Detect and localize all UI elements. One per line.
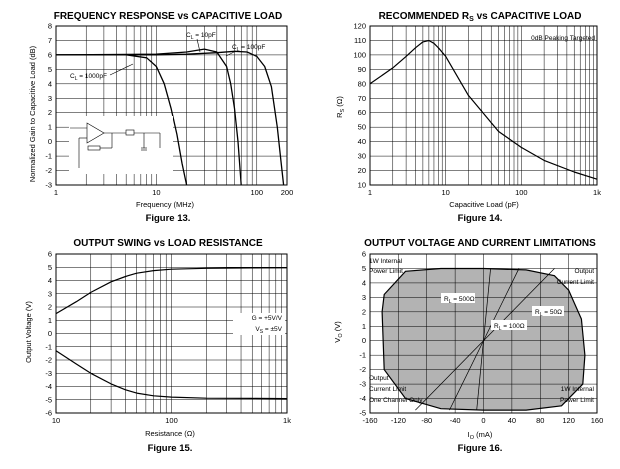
y-tick-label: 6 xyxy=(47,50,52,60)
note-top-left-2: Power Limit xyxy=(369,268,403,275)
y-tick-label: 4 xyxy=(47,276,52,285)
chart2-note: 0dB Peaking Targeted xyxy=(531,35,595,42)
y-tick-label: 3 xyxy=(361,292,366,302)
y-tick-label: 110 xyxy=(354,35,366,45)
chart1-ylabel: Normalized Gain to Capacitive Load (dB) xyxy=(28,45,37,183)
chart-output-swing xyxy=(24,238,291,454)
y-tick-label: -2 xyxy=(45,166,52,176)
x-tick-label: -40 xyxy=(449,416,461,425)
x-tick-label: 100 xyxy=(250,188,264,197)
note-bottom-left-1: Output xyxy=(369,375,389,382)
y-tick-label: 0 xyxy=(47,329,52,338)
chart4-ylabel: $V_O$ (V) xyxy=(333,321,344,343)
note-top-right-1: Output xyxy=(574,268,594,275)
chart3-vs-note: $V_S = \pm 5V$ xyxy=(255,326,282,335)
chart4-title: OUTPUT VOLTAGE AND CURRENT LIMITATIONS xyxy=(364,238,596,249)
load-line-label-50: $R_L = 50\Omega$ xyxy=(535,309,562,318)
y-tick-label: 100 xyxy=(353,50,366,60)
y-tick-label: 120 xyxy=(353,21,366,31)
y-tick-label: 2 xyxy=(47,108,52,118)
x-tick-label: 80 xyxy=(536,416,545,425)
load-line-label-100: $R_L = 100\Omega$ xyxy=(494,323,525,332)
chart2-title: RECOMMENDED $R_S$ vs CAPACITIVE LOAD xyxy=(378,11,582,23)
x-tick-label: 40 xyxy=(507,416,517,425)
chart3-figure-caption: Figure 15. xyxy=(147,443,193,454)
y-tick-label: 6 xyxy=(47,249,52,259)
plot-frame xyxy=(370,26,597,185)
circuit-schematic-inset xyxy=(69,116,173,174)
chart3-gain-note: G = +5V/V xyxy=(251,315,282,322)
svg-text:CL = 100pF xyxy=(232,44,265,53)
y-tick-label: 60 xyxy=(357,108,366,118)
y-tick-label: -4 xyxy=(45,382,52,391)
cl100-label-value: = 100pF xyxy=(239,44,266,51)
x-tick-label: 1 xyxy=(53,188,59,197)
y-tick-label: 2 xyxy=(361,307,366,317)
cl10-label: C xyxy=(186,32,191,39)
y-tick-label: 4 xyxy=(47,79,52,89)
series-line-1 xyxy=(370,41,597,180)
chart4-xlabel: $I_O$ (mA) xyxy=(467,430,493,441)
x-tick-label: 160 xyxy=(590,416,604,425)
y-tick-label: 80 xyxy=(357,79,366,89)
chart3-title: OUTPUT SWING vs LOAD RESISTANCE xyxy=(73,238,263,249)
chart1-xlabel: Frequency (MHz) xyxy=(136,200,194,209)
y-tick-label: 5 xyxy=(47,64,52,74)
y-tick-label: 90 xyxy=(357,64,366,74)
x-tick-label: 10 xyxy=(441,188,450,197)
y-tick-label: -1 xyxy=(45,342,52,352)
y-tick-label: -5 xyxy=(45,395,52,405)
chart-recommended-rs xyxy=(335,11,601,224)
x-tick-label: 0 xyxy=(481,416,486,425)
chart2-series xyxy=(370,41,597,180)
chart-frequency-response xyxy=(28,11,293,224)
y-tick-label: 2 xyxy=(47,302,52,312)
y-tick-label: -4 xyxy=(359,394,366,404)
y-tick-label: 1 xyxy=(361,321,366,331)
y-tick-label: 6 xyxy=(361,249,366,259)
note-bottom-right-2: Power Limit xyxy=(560,397,594,404)
x-tick-label: 10 xyxy=(51,416,61,425)
y-tick-label: 5 xyxy=(361,263,366,273)
cl100-label: C xyxy=(232,44,237,51)
y-tick-label: 10 xyxy=(357,180,366,190)
chart2-ylabel: $R_S$ (Ω) xyxy=(335,96,346,118)
y-tick-label: 0 xyxy=(361,336,366,346)
note-top-left-1: 1W Internal xyxy=(369,258,403,265)
chart-output-limitations xyxy=(333,238,603,454)
chart2-grid xyxy=(370,26,597,185)
cl1000-label-sub: L xyxy=(74,76,78,82)
y-tick-label: 0 xyxy=(47,137,52,147)
x-tick-label: 1k xyxy=(593,188,601,197)
x-tick-label: 200 xyxy=(280,188,294,197)
chart3-xlabel: Resistance (Ω) xyxy=(145,429,195,438)
cl100-label-sub: L xyxy=(236,47,240,53)
x-tick-label: 10 xyxy=(152,188,161,197)
svg-text:CL = 10pF xyxy=(186,32,216,41)
y-tick-label: 70 xyxy=(357,93,366,103)
chart1-figure-caption: Figure 13. xyxy=(145,213,191,224)
svg-text:CL = 1000pF xyxy=(70,73,107,82)
chart1-annotations xyxy=(70,32,265,82)
x-tick-label: 1 xyxy=(367,188,373,197)
chart1-title: FREQUENCY RESPONSE vs CAPACITIVE LOAD xyxy=(53,11,283,22)
y-tick-label: -3 xyxy=(359,379,366,389)
chart4-figure-caption: Figure 16. xyxy=(457,443,503,454)
y-tick-label: 20 xyxy=(357,166,366,176)
y-tick-label: -2 xyxy=(45,355,52,365)
y-tick-label: 50 xyxy=(357,122,366,132)
y-tick-label: 30 xyxy=(357,151,366,161)
y-tick-label: -3 xyxy=(45,180,52,190)
chart3-ylabel: Output Voltage (V) xyxy=(24,301,33,363)
x-tick-label: -120 xyxy=(390,416,406,425)
y-tick-label: 3 xyxy=(47,93,52,103)
y-tick-label: -6 xyxy=(45,408,52,418)
x-tick-label: -80 xyxy=(421,416,433,425)
x-tick-label: 120 xyxy=(562,416,575,425)
x-tick-label: -160 xyxy=(362,416,378,425)
chart2-xlabel: Capacitive Load (pF) xyxy=(449,200,519,209)
y-tick-label: -1 xyxy=(45,151,52,161)
y-tick-label: 4 xyxy=(361,278,366,288)
y-tick-label: 3 xyxy=(47,289,52,299)
note-bottom-left-3: One Channel Only xyxy=(369,397,423,404)
x-tick-label: 100 xyxy=(515,188,528,197)
y-tick-label: -3 xyxy=(45,368,52,378)
y-tick-label: 1 xyxy=(47,122,52,132)
cl1000-label-value: = 1000pF xyxy=(77,73,107,80)
x-tick-label: 1k xyxy=(283,416,291,425)
chart2-figure-caption: Figure 14. xyxy=(457,213,503,224)
y-tick-label: 8 xyxy=(47,21,52,31)
y-tick-label: 1 xyxy=(47,315,52,325)
load-line-label-500: $R_L = 500\Omega$ xyxy=(444,296,475,305)
y-tick-label: 40 xyxy=(357,137,366,147)
cl1000-label: C xyxy=(70,73,75,80)
y-tick-label: 5 xyxy=(47,262,52,272)
y-tick-label: -1 xyxy=(359,350,366,360)
cl10-label-value: = 10pF xyxy=(193,32,216,39)
y-tick-label: -5 xyxy=(359,408,366,418)
note-bottom-right-1: 1W Internal xyxy=(560,386,594,393)
y-tick-label: 7 xyxy=(47,35,52,45)
x-tick-label: 100 xyxy=(165,416,178,425)
note-top-right-2: Current Limit xyxy=(556,279,594,286)
y-tick-label: -2 xyxy=(359,365,366,375)
cl10-label-sub: L xyxy=(190,35,194,41)
note-bottom-left-2: Current Limit xyxy=(369,386,407,393)
